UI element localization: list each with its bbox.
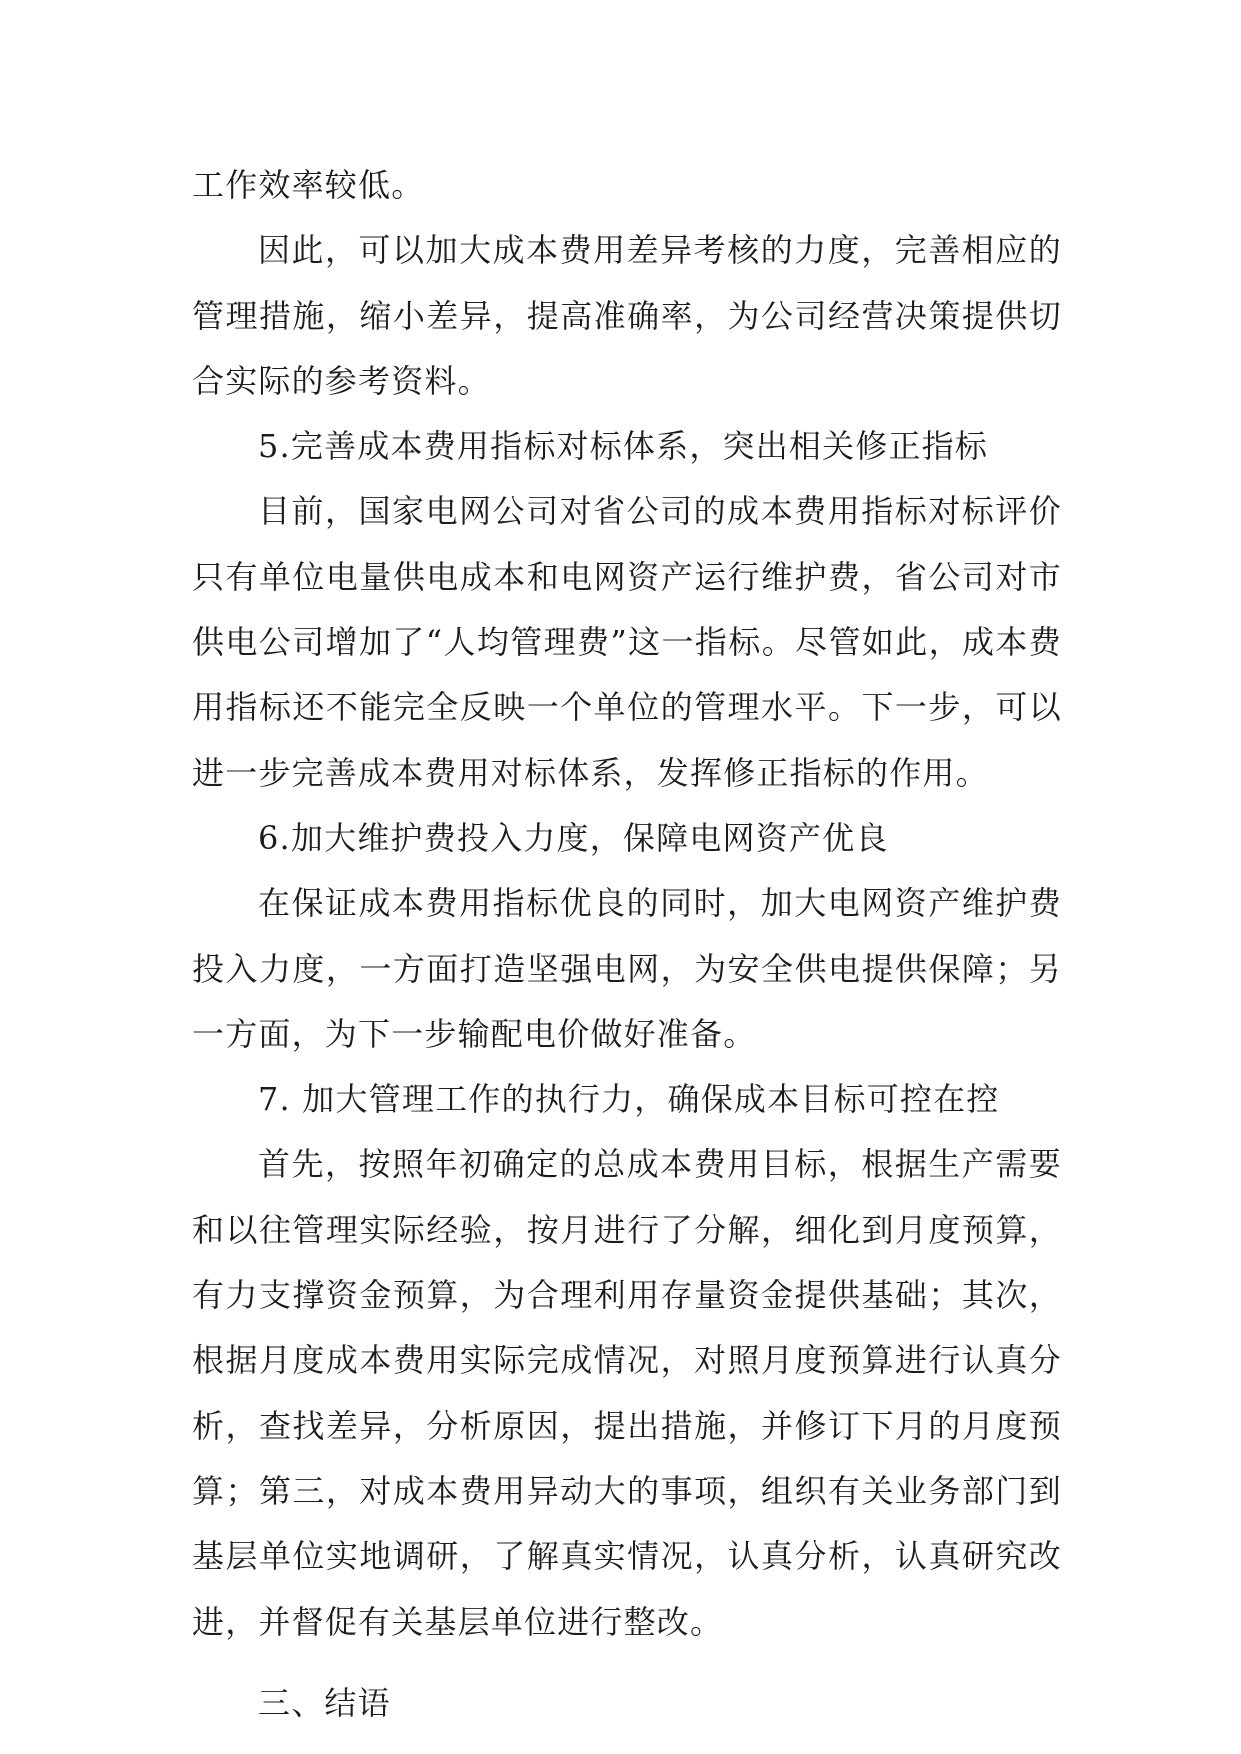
section-heading-conclusion: 三、结语	[258, 1683, 391, 1722]
paragraph-execution: 首先，按照年初确定的总成本费用目标，根据生产需要和以往管理实际经验，按月进行了分解，细化到月度预算，有力支撑资金预算，为合理利用存量资金提供基础；其次，根据月度成本费用实际完成情况，对照月度预算进行认真分析，查找差异，分析原因，提出措施，并修订下月的月度预算；第三，对成本费用异动大的事项，组织有关业务部门到基层单位实地调研，了解真实情况，认真分析，认真研究改进，并督促有关基层单位进行整改。	[192, 1145, 1062, 1641]
heading-item-5: 5.完善成本费用指标对标体系，突出相关修正指标	[258, 427, 989, 466]
document-body	[192, 153, 1062, 1736]
paragraph-benchmark-system: 目前，国家电网公司对省公司的成本费用指标对标评价只有单位电量供电成本和电网资产运行维护费，省公司对市供电公司增加了“人均管理费”这一指标。尽管如此，成本费用指标还不能完全反映一个单位的管理水平。下一步，可以进一步完善成本费用对标体系，发挥修正指标的作用。	[192, 492, 1062, 792]
heading-item-6: 6.加大维护费投入力度，保障电网资产优良	[258, 818, 889, 857]
paragraph-variance-assessment: 因此，可以加大成本费用差异考核的力度，完善相应的管理措施，缩小差异，提高准确率，为公司经营决策提供切合实际的参考资料。	[192, 231, 1062, 400]
heading-item-7: 7. 加大管理工作的执行力，确保成本目标可控在控	[258, 1080, 1000, 1119]
paragraph-maintenance-investment: 在保证成本费用指标优良的同时，加大电网资产维护费投入力度，一方面打造坚强电网，为安全供电提供保障；另一方面，为下一步输配电价做好准备。	[192, 884, 1062, 1053]
paragraph-continuation: 工作效率较低。	[192, 166, 425, 204]
